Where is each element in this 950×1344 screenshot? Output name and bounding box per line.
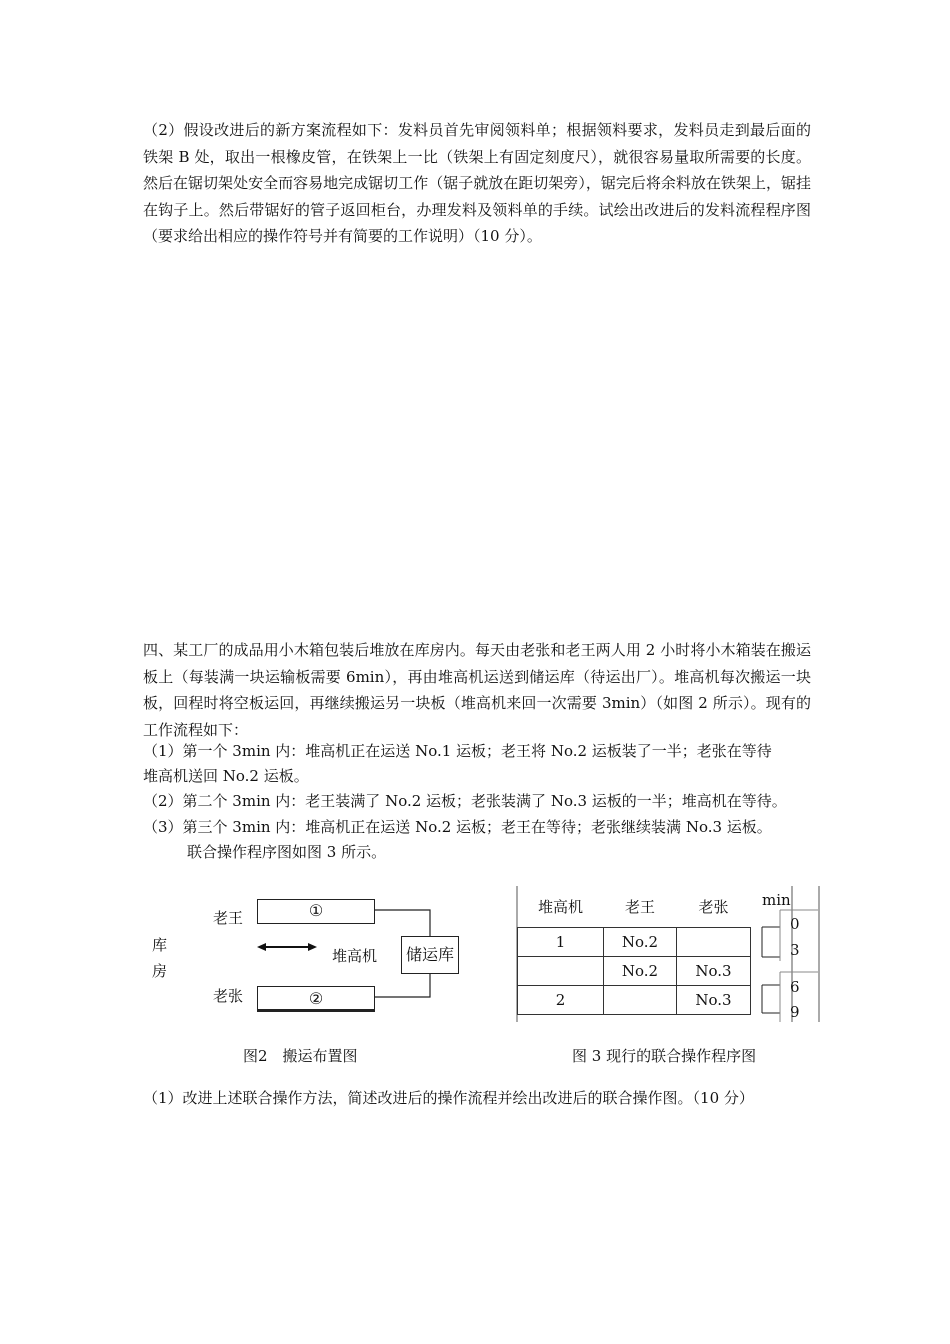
time-tick: 6 — [790, 978, 800, 996]
board-top-label: ① — [308, 901, 324, 920]
connector-bottom — [375, 974, 430, 997]
storage-label: 储运库 — [405, 945, 454, 964]
board-bottom-label: ② — [308, 989, 324, 1008]
figure3-caption: 图 3 现行的联合操作程序图 — [572, 1047, 757, 1065]
step1-line2: 堆高机送回 No.2 运板。 — [143, 767, 309, 785]
figure3-table — [517, 885, 751, 1015]
time-tick: 0 — [790, 915, 800, 933]
forklift-label: 堆高机 — [332, 947, 378, 965]
table-cell — [518, 957, 604, 986]
arrow-right-head — [308, 943, 317, 951]
warehouse-label-1: 库 — [152, 936, 168, 954]
time-tick: 9 — [790, 1003, 800, 1021]
board-bottom — [257, 986, 375, 1012]
warehouse-label-2: 房 — [152, 962, 168, 980]
table-cell — [604, 986, 677, 1015]
step3-line2: 联合操作程序图如图 3 所示。 — [187, 843, 387, 861]
header-forklift: 堆高机 — [537, 897, 583, 916]
worker-top-label: 老王 — [213, 909, 244, 927]
section3-question2: （2）假设改进后的新方案流程如下：发料员首先审阅领料单；根据领料要求，发料员走到最后面的铁架 B 处，取出一根橡皮管，在铁架上一比（铁架上有固定刻度尺），就很容易量取所需要的长度。然后在锯切架处安全而容易地完成锯切工作（锯子就放在距切架旁），锯完后将余料放在铁架上，锯挂在钩子上。然后带锯好的管子返回柜台，办理发料及领料单的手续。试绘出改进后的发料流程程序图（要求给出相应的操作符号并有简要的工作说明）（10 分）。 — [143, 121, 811, 245]
connector-top — [375, 910, 430, 936]
table-row — [518, 957, 751, 986]
worker-bottom-label: 老张 — [213, 987, 244, 1005]
table-cell: No.2 — [604, 928, 677, 957]
table-cell: 1 — [518, 928, 604, 957]
section4-intro: 四、某工厂的成品用小木箱包装后堆放在库房内。每天由老张和老王两人用 2 小时将小木箱装在搬运板上（每装满一块运输板需要 6min），再由堆高机运送到储运库（待运出厂）。堆高机每次搬运一块板，回程时将空板运回，再继续搬运另一块板（堆高机来回一次需要 3min）（如图 2 所示）。现有的工作流程如下： — [143, 641, 811, 739]
table-row — [518, 928, 751, 957]
figure2-caption: 图2 搬运布置图 — [243, 1047, 358, 1065]
storage-box — [401, 936, 459, 974]
arrow-left-head — [257, 943, 266, 951]
table-cell: 2 — [518, 986, 604, 1015]
table-header-row — [518, 885, 751, 928]
time-unit-label: min — [762, 891, 791, 909]
step1-line1: （1）第一个 3min 内：堆高机正在运送 No.1 运板；老王将 No.2 运板装了一半；老张在等待 — [143, 742, 772, 760]
table-cell — [677, 928, 751, 957]
time-tick: 3 — [790, 941, 800, 959]
board-top — [257, 899, 375, 924]
section4-question1: （1）改进上述联合操作方法，简述改进后的操作流程并绘出改进后的联合操作图。（10 分） — [143, 1089, 754, 1107]
step2-line: （2）第二个 3min 内：老王装满了 No.2 运板；老张装满了 No.3 运板的一半；堆高机在等待。 — [143, 792, 787, 810]
table-cell: No.2 — [604, 957, 677, 986]
header-laozhang: 老张 — [698, 897, 729, 916]
table-cell: No.3 — [677, 986, 751, 1015]
step3-line1: （3）第三个 3min 内：堆高机正在运送 No.2 运板；老王在等待；老张继续装满 No.3 运板。 — [143, 818, 772, 836]
table-cell: No.3 — [677, 957, 751, 986]
table-row — [518, 986, 751, 1015]
header-laowang: 老王 — [624, 897, 655, 916]
